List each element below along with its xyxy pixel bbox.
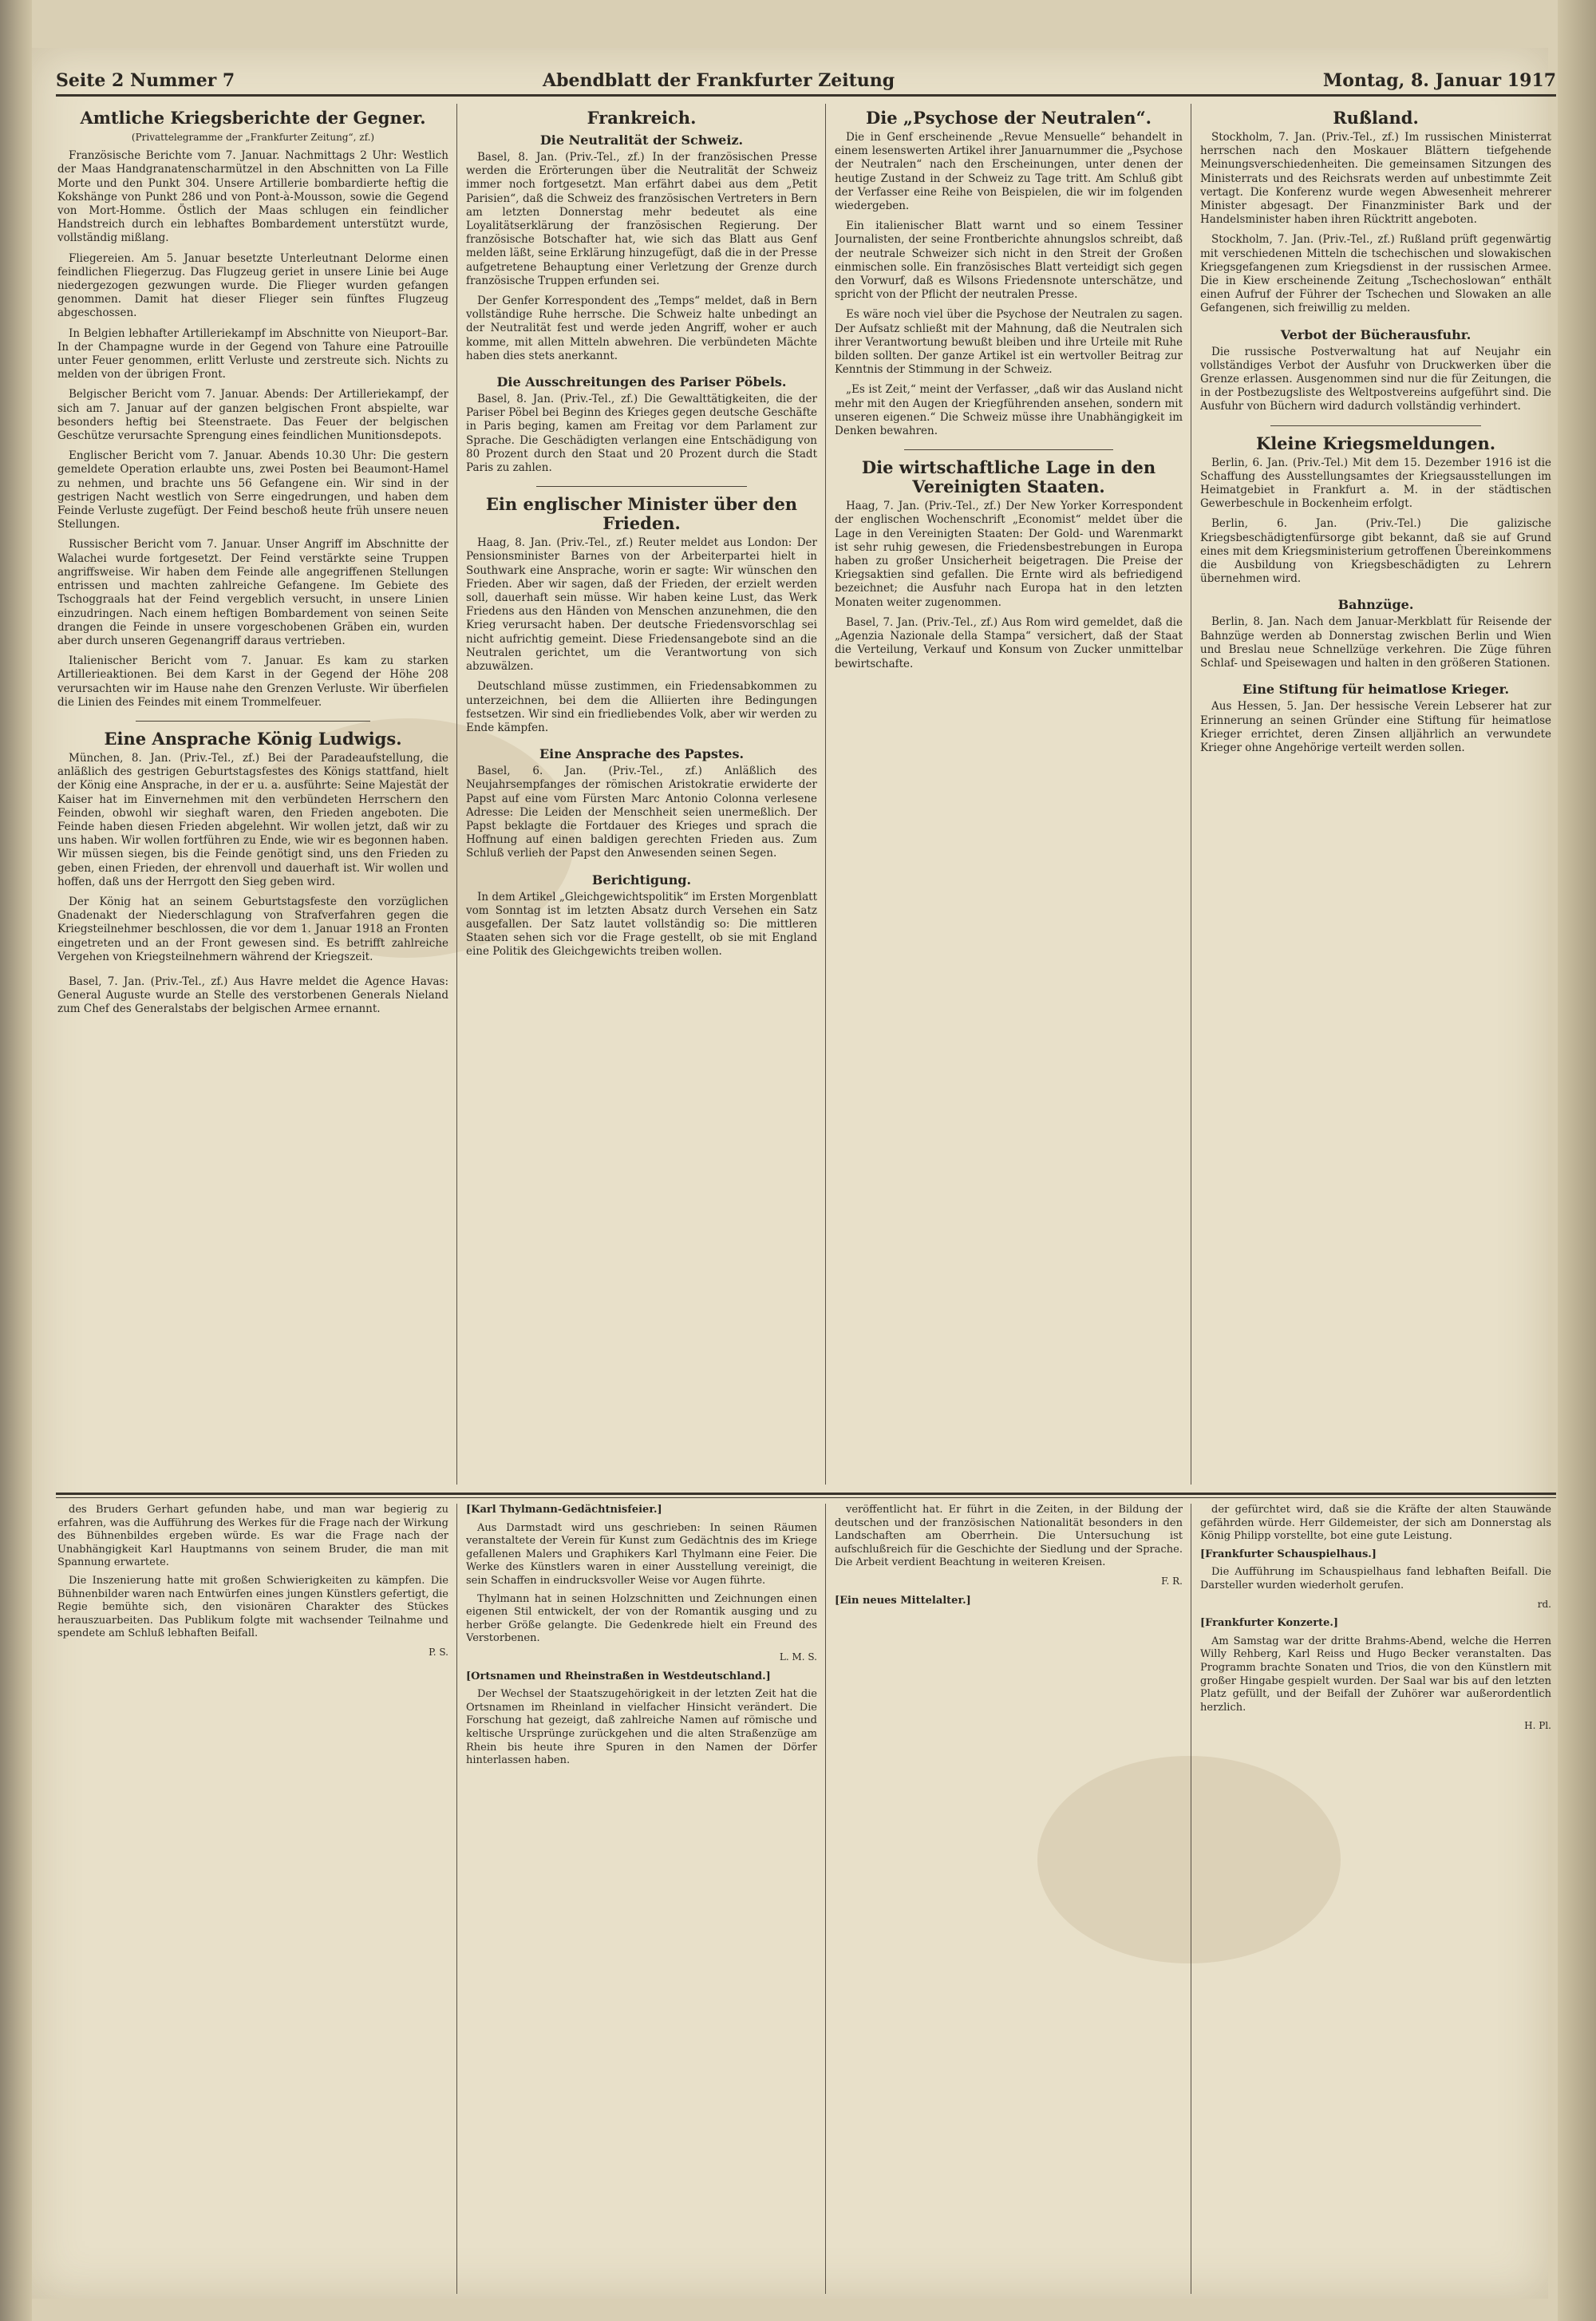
article-english-minister (466, 495, 817, 735)
newspaper-name: Abendblatt der Frankfurter Zeitung (543, 70, 895, 91)
article-title: Rußland. (1333, 108, 1419, 128)
paragraph: Berlin, 8. Jan. Nach dem Januar-Merkblatt für Reisende der Bahnzüge werden ab Donnerstag zwischen Berlin und Wien und Breslau neue Schnellzüge verkehren. Die Züge führen Schlaf- und Speisewagen und halten in den größeren Stationen. (1200, 615, 1551, 670)
feuilleton-column-3 (835, 1504, 1183, 2294)
paragraph: Basel, 8. Jan. (Priv.-Tel., zf.) In der französischen Presse werden die Erörterungen über die Neutralität der Schweiz immer noch fortgesetzt. Man erfährt dabei aus dem „Petit Parisien“, daß die Schweiz des französischen Vertreters in Bern am letzten Donnerstag mehr bedeutet als eine Loyalitätserklärung der französischen Regierung. Der französische Botschafter hat, wie sich das Blatt aus Genf melden läßt, seine Erklärung hinzugefügt, daß die in der Presse aufgetretene Behauptung einer Verletzung der Grenze durch französische Truppen erfunden sei. (466, 151, 817, 287)
column-rule (825, 104, 826, 1485)
paragraph: des Bruders Gerhart gefunden habe, und man war begierig zu erfahren, was die Aufführung des Werkes für die Frage nach der Wirkung des Bühnenbildes ergeben würde. Es war die Frage nach der Unabhängigkeit Karl Hauptmanns von seinem Bruder, die man mit Spannung erwartete. (57, 1504, 448, 1569)
article-subtitle: Eine Ansprache des Papstes. (539, 746, 745, 762)
feuilleton-heading: [Ortsnamen und Rheinstraßen in Westdeutschland.] (466, 1670, 771, 1682)
paragraph: Haag, 7. Jan. (Priv.-Tel., zf.) Der New Yorker Korrespondent der englischen Wochenschrift „Economist“ meldet über die Lage in den Vereinigten Staaten: Der Gold- und Warenmarkt ist sehr ruhig gewesen, die Friedensbestrebungen in Europa haben zu großer Unsicherheit beigetragen. Die Preise der Kriegsaktien sind gefallen. Die Ernte wird als befriedigend bezeichnet; die Ausfuhr nach Europa hat in den letzten Monaten weiter zugenommen. (835, 500, 1183, 609)
column-1 (57, 104, 448, 1485)
article-subtitle: Berichtigung. (591, 872, 692, 888)
article-ludwig (57, 730, 448, 964)
separator (536, 486, 747, 487)
paragraph: Die Inszenierung hatte mit großen Schwierigkeiten zu kämpfen. Die Bühnenbilder waren nach Entwürfen eines jungen Künstlers gefertigt, die Regie bemühte sich, den visionären Charakter des Stückes herauszuarbeiten. Das Publikum folgte mit wachsender Teilnahme und spendete am Schluß lebhaften Beifall. (57, 1574, 448, 1640)
column-rule (456, 104, 457, 1485)
column-rule (825, 1504, 826, 2294)
article-subtitle: Verbot der Bücherausfuhr. (1280, 326, 1472, 342)
article-title: Eine Ansprache König Ludwigs. (104, 728, 402, 749)
feuilleton-column-4 (1200, 1504, 1551, 2294)
feuilleton-heading: [Karl Thylmann-Gedächtnisfeier.] (466, 1504, 662, 1516)
column-4 (1200, 104, 1551, 1485)
paragraph: Die in Genf erscheinende „Revue Mensuelle“ behandelt in einem lesenswerten Artikel ihrer Januarnummer die „Psychose der Neutralen“ nach den Erscheinungen, unter denen der heutige Zustand in der Schweiz zu Tage tritt. Am Schluß gibt der Verfasser eine Reihe von Beispielen, die wir im folgenden wiedergeben. (835, 131, 1183, 213)
paragraph: Aus Hessen, 5. Jan. Der hessische Verein Lebserer hat zur Erinnerung an seinen Gründer eine Stiftung für heimatlose Krieger errichtet, deren Zinsen alljährlich an verwundete Krieger ohne Angehörige verteilt werden sollen. (1200, 700, 1551, 754)
article-papst (466, 746, 817, 860)
paragraph: Basel, 7. Jan. (Priv.-Tel., zf.) Aus Rom wird gemeldet, daß die „Agenzia Nazionale della Stampa“ versichert, daß der Staat die Verteilung, Verkauf und Konsum von Zucker unmittelbar bewirtschafte. (835, 615, 1183, 670)
article-russland (1200, 109, 1551, 316)
signature: L. M. S. (779, 1651, 817, 1663)
signature: F. R. (1161, 1575, 1183, 1587)
paragraph: Es wäre noch viel über die Psychose der Neutralen zu sagen. Der Aufsatz schließt mit der Mahnung, daß die Neutralen sich ihrer Verantwortung bewußt bleiben und ihre Urteile mit Ruhe bilden sollten. Der ganze Artikel ist ein wertvoller Beitrag zur Kenntnis der Stimmung in der Schweiz. (835, 308, 1183, 377)
paragraph: Der Genfer Korrespondent des „Temps“ meldet, daß in Bern vollständige Ruhe herrsche. Die Schweiz halte unbedingt an der Neutralität fest und werde jeden Angriff, woher er auch komme, mit allen Mitteln abwehren. Die verbündeten Mächte haben dies stets anerkannt. (466, 295, 817, 362)
article-title: Ein englischer Minister über den Frieden. (485, 494, 798, 534)
article-title: Die „Psychose der Neutralen“. (866, 108, 1152, 128)
article-buecherausfuhr (1200, 327, 1551, 414)
paragraph: In dem Artikel „Gleichgewichtspolitik“ im Ersten Morgenblatt vom Sonntag ist im letzten Absatz durch Versehen ein Satz ausgefallen. Der Satz lautet vollständig so: Die mittleren Staaten sehen sich vor die Frage gestellt, ob sie mit England eine Politik des Gleichgewichts treiben wollen. (466, 890, 817, 959)
article-title: Kleine Kriegsmeldungen. (1255, 433, 1496, 453)
column-2 (466, 104, 817, 1485)
head-rule (56, 94, 1556, 97)
paragraph: Basel, 6. Jan. (Priv.-Tel., zf.) Anläßlich des Neujahrsempfanges der römischen Aristokratie erwiderte der Papst auf eine vom Fürsten Marc Antonio Colonna verlesene Adresse: Die Leiden der Menschheit seien unermeßlich. Der Papst beklagte die Fortdauer des Krieges und sprach die Hoffnung auf einen baldigen gerechten Frieden aus. Zum Schluß verlieh der Papst den Anwesenden seinen Segen. (466, 765, 817, 860)
paragraph: Die russische Postverwaltung hat auf Neujahr ein vollständiges Verbot der Ausfuhr von Druckwerken über die Grenze erlassen. Ausgenommen sind nur die für Zeitungen, die in der Postbezugsliste des Weltpostvereins aufgeführt sind. Die Ausfuhr von Büchern wird dadurch vollständig verhindert. (1200, 345, 1551, 413)
feuilleton-heading: [Frankfurter Schauspielhaus.] (1200, 1548, 1377, 1560)
separator (1270, 425, 1481, 426)
article-subtitle: Die Ausschreitungen des Pariser Pöbels. (496, 374, 787, 390)
paragraph: veröffentlicht hat. Er führt in die Zeiten, in der Bildung der deutschen und der französischen Nationalität besonders in den Landschaften am Oberrhein. Die Untersuchung ist aufschlußreich für die Geschichte der Siedlung und der Sprache. Die Arbeit verdient Beachtung in weiteren Kreisen. (835, 1504, 1183, 1569)
article-berichtigung (466, 872, 817, 959)
feuilleton-heading: [Frankfurter Konzerte.] (1200, 1617, 1339, 1630)
paragraph: Russischer Bericht vom 7. Januar. Unser Angriff im Abschnitte der Walachei wurde fortgesetzt. Der Feind verstärkte seine Truppen angriffsweise. Wir haben dem Feinde alle angegriffenen Stellungen entrissen und machten zahlreiche Gefangene. Im Gebiete des Tschoggraals hat der Feind vergeblich versucht, in unsere Linien einzudringen. Nach einem heftigen Bombardement von seinen Seite drangen die Feinde in unsere vorgeschobenen Gräben ein, wurden aber durch unseren Gegenangriff daraus vertrieben. (57, 538, 448, 647)
paragraph: Basel, 7. Jan. (Priv.-Tel., zf.) Aus Havre meldet die Agence Havas: General Auguste wurde an Stelle des verstorbenen Generals Nieland zum Chef des Generalstabs der belgischen Armee ernannt. (57, 975, 448, 1016)
article-pariser-poebel (466, 374, 817, 475)
article-basel-short (57, 975, 448, 1017)
paragraph: Deutschland müsse zustimmen, ein Friedensabkommen zu unterzeichnen, bei dem die Alliierten ihre Bedingungen festsetzen. Wir sind ein friedliebendes Volk, aber wir werden zu Ende kämpfen. (466, 680, 817, 734)
paragraph: „Es ist Zeit,“ meint der Verfasser, „daß wir das Ausland nicht mehr mit den Augen der Kriegführenden ansehen, sondern mit unseren eigenen.“ Die Schweiz müsse ihre Unabhängigkeit im Denken bewahren. (835, 383, 1183, 438)
paragraph: Der Wechsel der Staatszugehörigkeit in der letzten Zeit hat die Ortsnamen im Rheinland in vielfacher Hinsicht verändert. Die Forschung hat gezeigt, daß zahlreiche Namen auf römische und keltische Ursprünge zurückgehen und die alten Straßenzüge am Rhein bis heute ihre Spuren in den Namen der Dörfer hinterlassen haben. (466, 1688, 817, 1767)
article-subtitle: (Privattelegramme der „Frankfurter Zeitung“, zf.) (131, 132, 375, 143)
paragraph: Fliegereien. Am 5. Januar besetzte Unterleutnant Delorme einen feindlichen Fliegerzug. Das Flugzeug geriet in unsere Linie bei Auge niedergezogen gezwungen wurde. Die Flieger wurden gefangen genommen. Damit hat dieser Flieger sein fünftes Flugzeug abgeschossen. (57, 251, 448, 320)
article-usa-economy (835, 458, 1183, 670)
paragraph: Die Aufführung im Schauspielhaus fand lebhaften Beifall. Die Darsteller wurden wiederholt gerufen. (1200, 1566, 1551, 1591)
paragraph: Am Samstag war der dritte Brahms-Abend, welche die Herren Willy Rehberg, Karl Reiss und Hugo Becker veranstalten. Das Programm brachte Sonaten und Trios, die von den Künstlern mit großer Hingabe gespielt wurden. Der Saal war bis auf den letzten Platz gefüllt, und der Beifall der Zuhörer war außerordentlich herzlich. (1200, 1635, 1551, 1714)
column-rule (456, 1504, 457, 2294)
article-stiftung (1200, 682, 1551, 755)
article-bahnzuege (1200, 597, 1551, 670)
article-war-reports (57, 109, 448, 710)
page-number: Seite 2 Nummer 7 (56, 70, 235, 91)
feuilleton-heading: [Ein neues Mittelalter.] (835, 1594, 971, 1607)
article-title: Amtliche Kriegsberichte der Gegner. (80, 108, 426, 128)
paragraph: der gefürchtet wird, daß sie die Kräfte der alten Stauwände gefährden würde. Herr Gildemeister, der sich am Donnerstag als König Philipp vorstellte, bot eine gute Leistung. (1200, 1504, 1551, 1543)
article-frankreich (466, 109, 817, 363)
separator (904, 449, 1113, 450)
paragraph: Berlin, 6. Jan. (Priv.-Tel.) Mit dem 15. Dezember 1916 ist die Schaffung des Ausstellungsamtes der Kriegsausstellungen im Heimatgebiet in Frankfurt a. M. in der städtischen Gewerbeschule in Bockenheim erfolgt. (1200, 456, 1551, 511)
binding-edge (0, 0, 32, 2321)
article-subtitle: Bahnzüge. (1337, 597, 1414, 613)
paragraph: München, 8. Jan. (Priv.-Tel., zf.) Bei der Paradeaufstellung, die anläßlich des gestrigen Geburtstagsfestes des Königs stattfand, hielt der König eine Ansprache, in der er u. a. ausführte: Seine Majestät der Kaiser hat im Einvernehmen mit den verbündeten Herrschern den Feinden, obwohl wir sieghaft waren, den Frieden angeboten. Die Feinde haben diesen Frieden abgelehnt. Wir wollen jetzt, daß wir zu uns haben. Wir wollen fortführen zu Ende, wie wir es begonnen haben. Wir müssen siegen, bis die Feinde genötigt sind, uns den Frieden zu geben, einen Frieden, der ehrenvoll und dauerhaft ist. Wir wollen und hoffen, daß uns der Herrgott den Sieg geben wird. (57, 751, 448, 888)
next-page-edge (1558, 0, 1596, 2321)
paragraph: In Belgien lebhafter Artilleriekampf im Abschnitte von Nieuport–Bar. In der Champagne wurde in der Gegend von Tahure eine Patrouille unter Feuer genommen, erlitt Verluste und zerstreute sich. Nichts zu melden von der übrigen Front. (57, 326, 448, 382)
paragraph: Belgischer Bericht vom 7. Januar. Abends: Der Artilleriekampf, der sich am 7. Januar auf der ganzen belgischen Front abspielte, war besonders heftig bei Steenstraete. Das Feuer der belgischen Geschütze verursachte Sprengung eines feindlichen Munitionsdepots. (57, 388, 448, 443)
article-subtitle: Die Neutralität der Schweiz. (539, 132, 744, 148)
paragraph: Ein italienischer Blatt warnt und so einem Tessiner Journalisten, der seine Frontberichte ahnungslos schreibt, daß der neutrale Schweizer sich nicht in den Streit der Großen einmischen solle. Ein französisches Blatt verteidigt sich gegen den Vorwurf, daß es Wilsons Friedensnote unterschätze, und spricht von der Pflicht der neutralen Presse. (835, 219, 1183, 302)
signature: P. S. (429, 1646, 448, 1658)
paragraph: Thylmann hat in seinen Holzschnitten und Zeichnungen einen eigenen Stil entwickelt, der von der Romantik ausging und zu herber Größe gelangte. Die Gedenkrede hielt ein Freund des Verstorbenen. (466, 1592, 817, 1645)
paragraph: Basel, 8. Jan. (Priv.-Tel., zf.) Die Gewalttätigkeiten, die der Pariser Pöbel bei Beginn des Krieges gegen deutsche Geschäfte in Paris beging, kamen am Freitag vor dem Parlament zur Sprache. Die Geschädigten verlangen eine Entschädigung von 80 Prozent durch den Staat und 20 Prozent durch die Stadt Paris zu zahlen. (466, 393, 817, 475)
article-title: Frankreich. (587, 108, 697, 128)
article-psychose (835, 109, 1183, 438)
paragraph: Berlin, 6. Jan. (Priv.-Tel.) Die galizische Kriegsbeschädigtenfürsorge gibt bekannt, daß sie auf Grund eines mit dem Kriegsministerium getroffenen Übereinkommens die Ausbildung von Kriegsbeschädigten zu Lehrern übernehmen wird. (1200, 517, 1551, 586)
paragraph: Der König hat an seinem Geburtstagsfeste den vorzüglichen Gnadenakt der Niederschlagung von Strafverfahren gegen die Kriegsteilnehmer beschlossen, die vor dem 1. Januar 1918 an Fronten eingetreten und an der Front gewesen sind. Es betrifft zahlreiche Vergehen von Kriegsteilnehmern während der Kriegszeit. (57, 895, 448, 963)
paragraph: Haag, 8. Jan. (Priv.-Tel., zf.) Reuter meldet aus London: Der Pensionsminister Barnes von der Arbeiterpartei hielt in Southwark eine Ansprache, worin er sagte: Wir wünschen den Frieden. Aber wir sagen, daß der Frieden, der erzielt werden soll, dauerhaft sein müsse. Wir haben keine Lust, das Werk Friedens aus den Händen von Menschen anzunehmen, die den Krieg verursacht haben. Der deutsche Friedensvorschlag sei nicht aufrichtig gemeint. Diese Friedensangebote sind an die Neutralen gerichtet, um die Verantwortung von sich abzuwälzen. (466, 536, 817, 674)
signature: H. Pl. (1524, 1720, 1551, 1732)
paragraph: Stockholm, 7. Jan. (Priv.-Tel., zf.) Rußland prüft gegenwärtig mit verschiedenen Mitteln die tschechischen und slowakischen Kriegsgefangenen zum Kriegsdienst in der russischen Armee. Die in Kiew erscheinende Zeitung „Tschechoslowan“ enthält einen Aufruf der Führer der Tschechen und Slowaken an alle Gefangenen, sich freiwillig zu melden. (1200, 233, 1551, 315)
article-title: Die wirtschaftliche Lage in den Vereinigten Staaten. (861, 457, 1156, 497)
paragraph: Italienischer Bericht vom 7. Januar. Es kam zu starken Artillerieaktionen. Bei dem Karst in der Gegend der Höhe 208 verursachten wir im Hause nahe den Grenzen Verluste. Wir überfielen die Linien des Feindes mit einem Trommelfeuer. (57, 654, 448, 709)
paragraph: Aus Darmstadt wird uns geschrieben: In seinen Räumen veranstaltete der Verein für Kunst zum Gedächtnis des im Kriege gefallenen Malers und Graphikers Karl Thylmann eine Feier. Die Werke des Künstlers waren in einer Ausstellung vereinigt, die sein Schaffen in eindrucksvoller Weise vor Augen führte. (466, 1521, 817, 1587)
paragraph: Englischer Bericht vom 7. Januar. Abends 10.30 Uhr: Die gestern gemeldete Operation erlaubte uns, zwei Posten bei Beaumont-Hamel zu nehmen, und brachte uns 56 Gefangene ein. Wir sind in der gestrigen Nacht westlich von Serre eingedrungen, und haben dem Feinde Verluste zugefügt. Der Feind beschoß heute früh unsere neuen Stellungen. (57, 449, 448, 532)
feuilleton-column-1 (57, 1504, 448, 2294)
feuilleton-rule (56, 1493, 1556, 1495)
article-subtitle: Eine Stiftung für heimatlose Krieger. (1242, 682, 1510, 698)
article-kriegsmeldungen (1200, 434, 1551, 587)
paragraph: Stockholm, 7. Jan. (Priv.-Tel., zf.) Im russischen Ministerrat herrschen nach den Moskauer Blättern tiefgehende Meinungsverschiedenheiten. Die gemeinsamen Sitzungen des Ministerrats und des Reichsrats werden auf unbestimmte Zeit vertagt. Die Konferenz wurde wegen Abwesenheit mehrerer Minister abgesagt. Der Finanzminister Bark und der Handelsminister haben ihren Rücktritt angeboten. (1200, 131, 1551, 227)
column-3 (835, 104, 1183, 1485)
running-head (56, 64, 1556, 96)
signature: rd. (1537, 1598, 1551, 1610)
separator (136, 721, 370, 722)
feuilleton-column-2 (466, 1504, 817, 2294)
feuilleton-rule (56, 1497, 1556, 1498)
issue-date: Montag, 8. Januar 1917 (1322, 70, 1556, 91)
paragraph: Französische Berichte vom 7. Januar. Nachmittags 2 Uhr: Westlich der Maas Handgranatenscharmützel in den Abschnitten von La Fille Morte und den Punkt 304. Unsere Artillerie bombardierte heftig die Kokshänge von Punkt 286 und von Pont-à-Mousson, sowie die Gegend von Mort-Homme. Östlich der Maas schlugen ein feindlicher Handstreich durch ein lebhaftes Bombardement unterstützt wurde, vollständig mißlang. (57, 149, 448, 245)
